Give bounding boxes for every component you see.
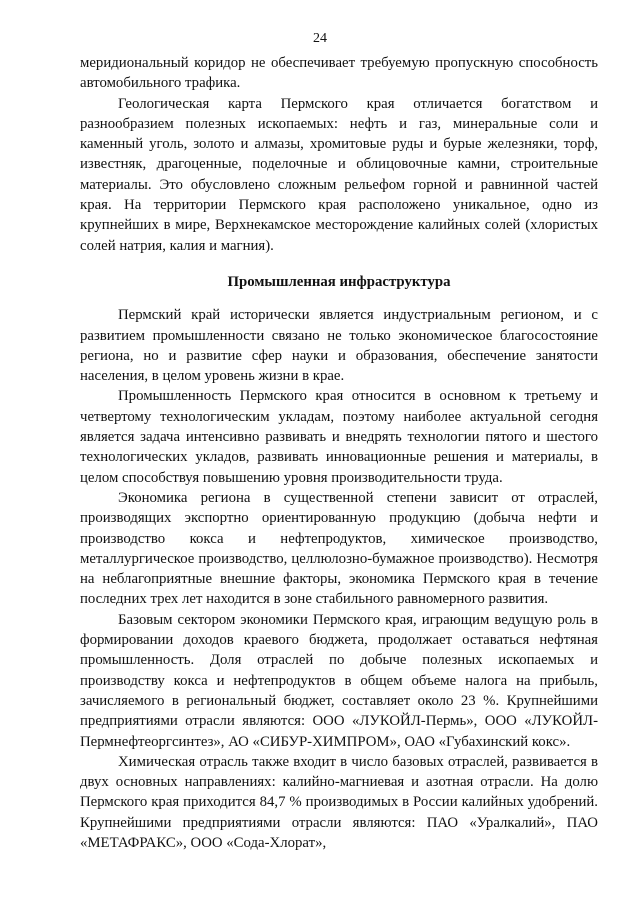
paragraph-continuation: меридиональный коридор не обеспечивает требуемую пропускную способность автомобильного трафика. — [80, 55, 598, 92]
section-heading: Промышленная инфраструктура — [227, 273, 451, 290]
paragraph-oil-industry: Базовым сектором экономики Пермского края, играющим ведущую роль в формировании доходов краевого бюджета, продолжает оставаться нефтяная промышленность. Доля отраслей по добыче полезных ископаемых и производству кокса и нефтепродуктов в общем объеме налога на прибыль, зачисляемого в региональный бюджет, составляет около 23 %. Крупнейшими предприятиями отрасли являются: ООО «ЛУКОЙЛ-Пермь», ООО «ЛУКОЙЛ-Пермнефтеоргсинтез», АО «СИБУР-ХИМПРОМ», ОАО «Губахинский кокс». — [80, 611, 598, 750]
paragraph-industrial-region: Пермский край исторически является индустриальным регионом, и с развитием промышленности связано не только экономическое благосостояние региона, но и развитие сфер науки и образования, обеспечение занятости населения, в целом уровень жизни в крае. — [80, 307, 598, 385]
paragraph-export-economy: Экономика региона в существенной степени зависит от отраслей, производящих экспортно ориентированную продукцию (добыча нефти и производство кокса и нефтепродуктов, химическое производство, металлургическое производство, целлюлозно-бумажное производство). Несмотря на неблагоприятные внешние факторы, экономика Пермского края в течение последних трех лет находится в зоне стабильного равномерного развития. — [80, 489, 598, 608]
page-number: 24 — [313, 31, 327, 46]
paragraph-geology: Геологическая карта Пермского края отличается богатством и разнообразием полезных ископаемых: нефть и газ, минеральные соли и каменный уголь, золото и алмазы, хромитовые руды и бурые железняки, торф, известняк, драгоценные, поделочные и облицовочные камни, строительные материалы. Это обусловлено сложным рельефом горной и равнинной частей края. На территории Пермского края расположено уникальное, одно из крупнейших в мире, Верхнекамское месторождение калийных солей (хлористых солей натрия, калия и магния). — [80, 95, 598, 254]
paragraph-chemical-industry: Химическая отрасль также входит в число базовых отраслей, развивается в двух основных направлениях: калийно-магниевая и азотная отрасли. На долю Пермского края приходится 84,7 % производимых в России калийных удобрений. Крупнейшими предприятиями отрасли являются: ПАО «Уралкалий», ПАО «МЕТАФРАКС», ООО «Сода-Хлорат», — [80, 753, 598, 851]
page-content — [80, 53, 598, 853]
paragraph-technological-structure: Промышленность Пермского края относится в основном к третьему и четвертому технологическим укладам, поэтому наиболее актуальной сегодня является задача интенсивно развивать и внедрять технологии пятого и шестого технологических укладов, развивать инновационные решения и материалы, в целом способствуя повышению уровня производительности труда. — [80, 388, 598, 486]
